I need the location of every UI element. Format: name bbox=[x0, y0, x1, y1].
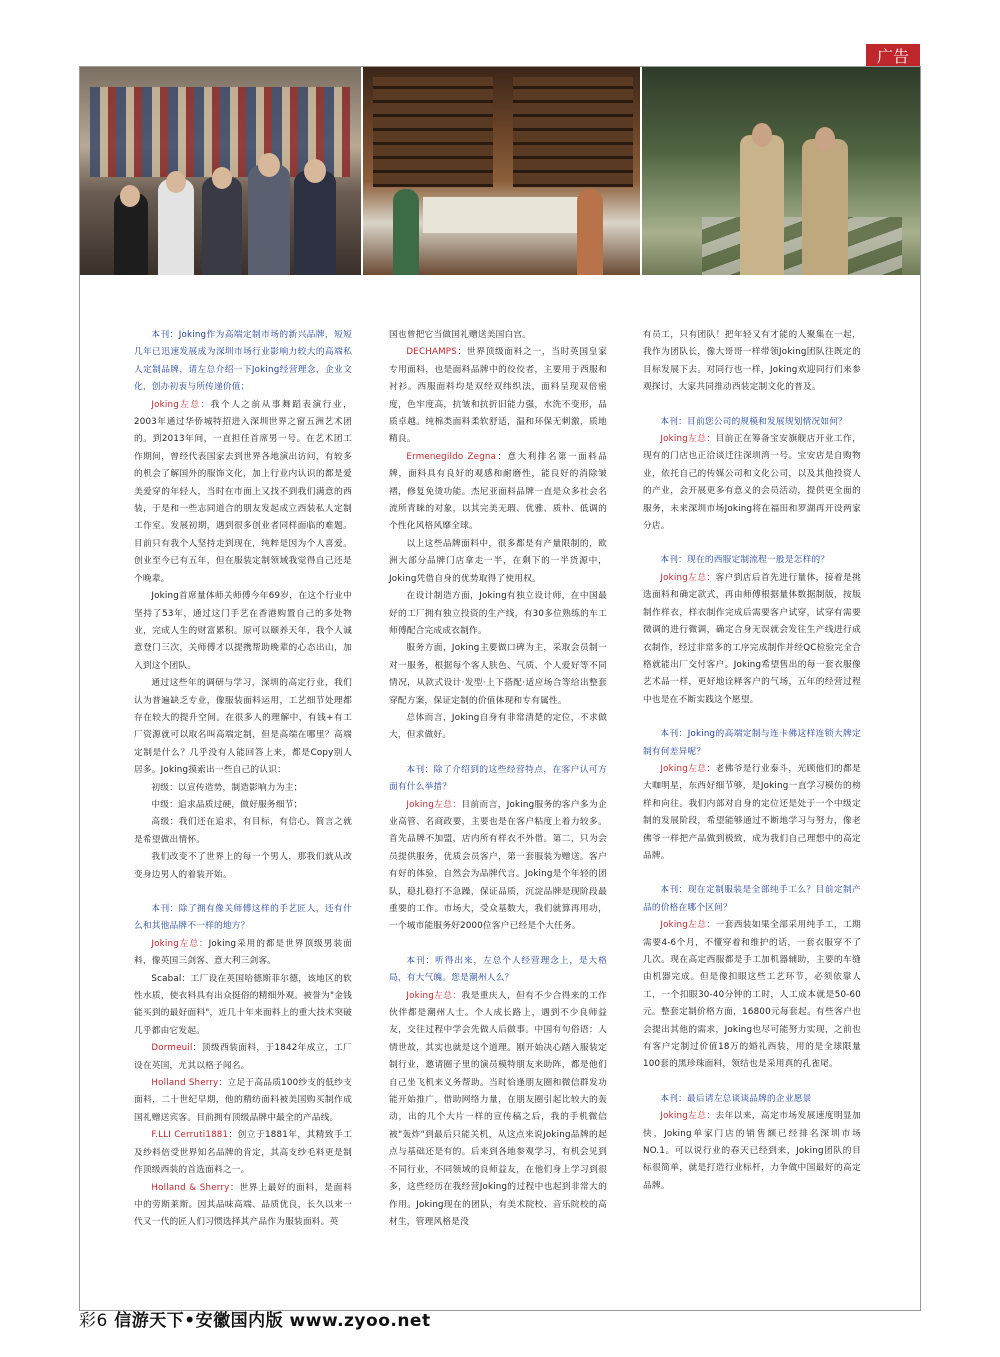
ad-label: 广告 bbox=[866, 44, 920, 70]
website-url: www.zyoo.net bbox=[289, 1311, 431, 1331]
brand-desc: ：立足于高品质100纱支的低纱支面料，二十世纪早期，他的精纺面料被美国购买制作成国礼赠送宾客。目前拥有顶级品牌中最全的产品线。 bbox=[134, 1078, 352, 1123]
mannequin bbox=[393, 189, 419, 275]
interview-answer bbox=[643, 431, 861, 535]
article-column-1 bbox=[134, 327, 352, 1232]
team-photo bbox=[80, 67, 361, 275]
answer-text: 我是重庆人，但有不少合得来的工作伙伴都是潮州人士。个人成长路上，遇到不少良师益友，交往过程中学会先做人后做事。中国有句俗语：人情世故，其实也就是这个道理。刚开始决心踏入服装定制行业，邀请圈子里的演员模特朋友来助阵，都是他们自己坐飞机来义务帮助。当时恰逢朋友圈和微信群发功能开始推广，借助网络力量，在朋友圈引起比较大的轰动，出的几个大片一样的宣传稿之后，我的手机微信被"轰炸"到最后只能关机，从这点来说Joking品牌的起点与基础还是有的。后来到各地参观学习，有机会见到不同行业，不同领域的良师益友，在他们身上学习到很多，这些经历在我经营Joking的过程中也起到非常大的作用。Joking现在的团队，有美术院校、音乐院校的高材生，管理风格是没 bbox=[389, 990, 607, 1227]
mannequin bbox=[577, 189, 603, 275]
paragraph: 有员工，只有团队！把年轻又有才能的人聚集在一起，我作为团队长，像大哥哥一样带领Joking团队往既定的目标发展下去。对同行也一样，Joking欢迎同行们来参观探讨，大家共同推动西装定制文化的普及。 bbox=[643, 330, 861, 393]
paragraph bbox=[389, 344, 607, 448]
answer-text: 客户到店后首先进行量体，接着是挑选面料和确定款式，再由师傅根据量体数据制版，按版制作样衣，样衣制作完成后需要客户试穿，试穿有需要微调的进行微调，确定合身无误就会发往生产线进行成衣制作，经过非常多的工序完成制作并经QC检验完全合格就能出厂交付客户。Joking希望售出的每一套衣服像艺术品一样，更好地诠释客户的气场，五年的经营过程中也是在不断实践这个愿望。 bbox=[643, 572, 861, 705]
speaker-label: Joking左总： bbox=[660, 572, 716, 583]
wine-shelf bbox=[373, 77, 493, 187]
paragraph: 在设计制造方面，Joking有独立设计师，在中国最好的工厂拥有独立投资的生产线，有30多位熟练的车工师傅配合完成成衣制作。 bbox=[389, 591, 607, 636]
interview-answer bbox=[134, 936, 352, 971]
page-footer bbox=[79, 1305, 431, 1337]
paragraph: 中级：追求品质过硬，做好服务细节； bbox=[151, 799, 303, 810]
interview-question: 本刊：除了介绍到的这些经营特点，在客户认可方面有什么举措？ bbox=[389, 764, 607, 793]
speaker-label: Joking左总： bbox=[151, 938, 209, 949]
brand-desc: ：世界上最好的面料，是面料中的劳斯莱斯。因其品味高端、品质优良，长久以来一代又一代的匠人们习惯选择其产品作为服装面料。英 bbox=[134, 1182, 352, 1228]
person-figure bbox=[202, 177, 242, 275]
speaker-label: Joking左总： bbox=[660, 434, 716, 445]
interview-question: 本刊：Joking作为高端定制市场的新兴品牌，短短几年已迅速发展成为深圳市场行业影响力较大的高端私人定制品牌，请左总介绍一下Joking经营理念，企业文化，创办初衷与所传递价值； bbox=[134, 330, 352, 393]
interview-answer bbox=[643, 1108, 861, 1195]
interview-question: 本刊：除了拥有像关师傅这样的手艺匠人，还有什么和其他品牌不一样的地方？ bbox=[134, 904, 352, 932]
brand-name: DECHAMPS bbox=[406, 347, 457, 358]
answer-text: Joking采用的都是世界顶级男装面料，像英国三剑客、意大利三剑客。 bbox=[134, 938, 352, 967]
brand-name: Dormeuil bbox=[151, 1043, 193, 1054]
brand-desc: ：顶级西装面料，于1842年成立，工厂设在英国，尤其以格子闻名。 bbox=[134, 1043, 352, 1071]
speaker-label: Joking左总： bbox=[151, 399, 211, 410]
showroom-photo bbox=[361, 67, 640, 275]
interview-question: 本刊：现在的西服定制流程一般是怎样的？ bbox=[660, 555, 830, 566]
interview-answer bbox=[643, 917, 861, 1074]
interview-question: 本刊：现在定制服装是全部纯手工么？目前定制产品的价格在哪个区间？ bbox=[643, 885, 861, 913]
masthead: 信游天下•安徽国内版 bbox=[114, 1311, 284, 1331]
person-head bbox=[120, 185, 140, 207]
interview-question: 本刊：Joking的高端定制与连卡佛这样连锁大牌定制有何差异呢？ bbox=[643, 729, 861, 757]
brand-name: Ermenegildo Zegna bbox=[406, 451, 497, 462]
interview-answer bbox=[389, 988, 607, 1232]
outdoor-models-photo bbox=[640, 67, 920, 275]
speaker-label: Joking左总： bbox=[660, 1111, 716, 1122]
display-table bbox=[423, 197, 583, 233]
interview-question: 本刊：目前您公司的规模和发展规划情况如何？ bbox=[660, 416, 848, 427]
answer-text: 一套西装如果全部采用纯手工，工期需要4-6个月，不懂穿着和维护的话，一套衣服穿不了几次。现在高定西服都是手工加机器辅助，主要的车缝由机器完成。但是像扣眼这些工艺环节，必须依靠人工，一个扣眼30-40分钟的工时，人工成本就是50-60元。整套定制价格方面，16800元每套起。有些客户也会提出其他的需求，Joking也尽可能努力实现，之前也有客户定制过价值18万的婚礼西装，用的是全球限量100套的黑珍珠面料，领结也是采用真的孔雀尾。 bbox=[643, 920, 861, 1070]
person-figure bbox=[248, 165, 290, 275]
paragraph: Scabal：工厂设在英国哈德斯菲尔德，该地区的软性水质，使衣料具有出众挺俗的精细外观。被誉为"金钱能买到的最好面料"，近几十年来面料上的重大技术突破几乎都由它发起。 bbox=[134, 973, 352, 1036]
person-head bbox=[304, 159, 326, 183]
answer-text: 去年以来，高定市场发展速度明显加快，Joking单家门店的销售额已经排名深圳市场NO.1。可以说行业的春天已经到来，Joking团队的目标很简单，就是打造行业标杆，力争做中国最好的高定品牌。 bbox=[643, 1111, 861, 1191]
speaker-label: Joking左总： bbox=[406, 990, 462, 1001]
wine-shelf bbox=[513, 77, 633, 187]
model-figure bbox=[802, 139, 848, 275]
paragraph bbox=[134, 1075, 352, 1127]
brand-desc: ：意大利排名第一面料品牌，面料具有良好的观感和耐磨性，能良好的消除皱褶，修复免烫功能。杰尼亚面料品牌一直是众多社会名流所青睐的对象，以其完美无瑕、优雅、质朴、低调的个性化风格风靡全球。 bbox=[389, 451, 607, 532]
model-head bbox=[752, 123, 772, 147]
interview-answer bbox=[389, 797, 607, 936]
paragraph: 初级：以宣传造势，制造影响力为主； bbox=[151, 782, 303, 793]
paragraph bbox=[134, 1180, 352, 1232]
person-figure bbox=[158, 179, 194, 275]
brand-desc: ：创立于1881年，其精致手工及纱料倍受世界知名品牌的肯定，其高支纱毛料更是制作顶级西装的首选面料之一。 bbox=[134, 1130, 352, 1176]
answer-text: 目前正在筹备宝安旗舰店开业工作，现有的门店也正洽谈迁往深圳湾一号。宝安店是自购物业，依托自己的传媒公司和文化公司，以及其他投资人的产业，会开展更多有意义的会员活动，提供更全面的服务，未来深圳市场Joking将在福田和罗湖再开设两家分店。 bbox=[643, 434, 861, 532]
paragraph bbox=[389, 449, 607, 536]
article-column-3 bbox=[643, 327, 861, 1195]
paragraph bbox=[134, 1127, 352, 1179]
brand-name: F.LLI Cerruti1881 bbox=[151, 1130, 229, 1141]
paragraph: 我们改变不了世界上的每一个男人，那我们就从改变身边男人的着装开始。 bbox=[134, 852, 352, 880]
paragraph: 通过这些年的调研与学习，深圳的高定行业，我们认为普遍缺乏专业，像服装面料运用，工艺细节处理都存在较大的提升空间。在很多人的理解中，有钱+有工厂资源就可以取名叫高端定制，但是高端在哪里？高端定制是什么？几乎没有人能回答上来，都是Copy别人居多。Joking摸索出一些自己的认识： bbox=[134, 678, 352, 776]
person-figure bbox=[294, 171, 336, 275]
brand-desc: ：世界顶级面料之一，当时英国皇家专用面料，也是面料品牌中的佼佼者，主要用于西服和衬衫。西服面料均是双经双纬织法，面料呈现双倍密度，色牢度高，抗皱和抗折旧能力强，水洗不变形，品质卓越。纯棉类面料柔软舒适，温和环保无刺激，质地精良。 bbox=[389, 347, 607, 445]
answer-text: 老佛爷是行业泰斗，光顾他们的都是大咖明星，东西好细节够，是Joking一直学习模仿的榜样和向往。我们内部对自身的定位还是处于一个中级定制的发展阶段，希望能够通过不断地学习与努力，像老佛爷一样把产品做到极致，成为我们自己理想中的高定品牌。 bbox=[643, 763, 861, 861]
answer-text: 目前而言，Joking服务的客户多为企业高管、名商政要，主要也是在客户粘度上着力较多。首先品牌不加盟，店内所有样衣不外借。第二，只为会员提供服务，优质会员客户，第一套服装为赠送。客户有好的体验，自然会为品牌代言。Joking是个年轻的团队，稳扎稳打不急躁，保证品质，沉淀品牌是现阶段最重要的工作。市场大，受众基数大，我们就算再用功，一个城市能服务好2000位客户已经是个大任务。 bbox=[389, 799, 607, 932]
paragraph: 以上这些品牌面料中，很多都是有产量限制的，欧洲大部分品牌门店拿走一半，在剩下的一半货源中，Joking凭借自身的优势取得了使用权。 bbox=[389, 538, 607, 584]
article-column-2 bbox=[389, 327, 607, 1231]
person-head bbox=[212, 167, 232, 189]
brand-name: Holland Sherry bbox=[151, 1078, 219, 1089]
paragraph: 总体而言，Joking自身有非常清楚的定位，不求做大，但求做好。 bbox=[389, 712, 607, 741]
paragraph: 国也曾把它当做国礼赠送美国白宫。 bbox=[389, 330, 532, 340]
speaker-label: Joking左总： bbox=[660, 920, 716, 931]
person-head bbox=[166, 171, 186, 193]
brand-name: Holland & Sherry bbox=[151, 1182, 230, 1193]
page-number: 彩6 bbox=[79, 1311, 108, 1331]
speaker-label: Joking左总： bbox=[406, 799, 462, 810]
photo-strip bbox=[80, 67, 920, 275]
person-head bbox=[258, 153, 280, 177]
speaker-label: Joking左总： bbox=[660, 763, 716, 774]
interview-answer bbox=[643, 570, 861, 709]
paragraph bbox=[134, 1040, 352, 1075]
model-figure bbox=[740, 135, 784, 275]
answer-text: 我个人之前从事舞蹈表演行业，2003年通过华侨城特招进入深圳世界之窗五洲艺术团的。到2013年间，一直担任首席男一号。在艺术团工作期间，曾经代表国家去到世界各地演出访问，有较多的机会了解国外的服饰文化，加上行业内认识的都是爱美爱穿的年轻人，当时在市面上又找不到我们满意的西装，于是和一些志同道合的朋友发起成立西装私人定制工作室。发展初期，遇到很多创业者同样面临的难题。目前只有我个人坚持走到现在，纯粹是因为个人喜爱。创业至今已有五年，但在服装定制领域我觉得自己还是个晚辈。 bbox=[134, 399, 352, 584]
paragraph: 高级：我们还在追求，有目标，有信心，简言之就是希望做出情怀。 bbox=[134, 817, 352, 845]
interview-question: 本刊：听得出来，左总个人经营理念上，是大格局，有大气魄。您是潮州人么？ bbox=[389, 955, 607, 984]
paragraph: 服务方面，Joking主要做口碑为主，采取会员制一对一服务，根据每个客人肤色、气质、个人爱好等不同情况，从款式设计·发型·上下搭配·适应场合等给出整套穿配方案，保证定制的价值体现和专有属性。 bbox=[389, 643, 607, 706]
interview-question: 本刊：最后请左总谈谈品牌的企业愿景 bbox=[660, 1093, 812, 1104]
interview-answer bbox=[643, 761, 861, 865]
model-head bbox=[815, 127, 835, 151]
paragraph: Joking首席量体师关师傅今年69岁，在这个行业中坚持了53年，通过这门手艺在香港购置自己的多处物业，完成人生的财富累积。原可以颐养天年，我个人诚意登门三次，关师傅才以提携帮助晚辈的心态出山，加入到这个团队。 bbox=[134, 591, 352, 671]
interview-answer bbox=[134, 397, 352, 588]
